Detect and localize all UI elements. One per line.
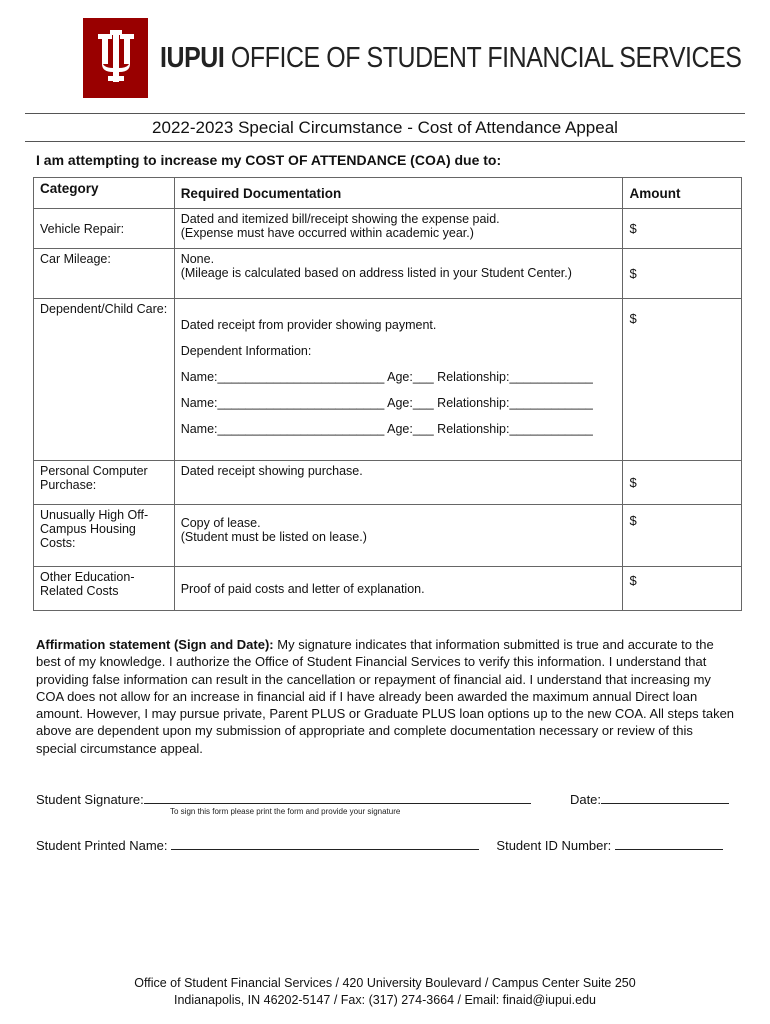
table-row bbox=[34, 461, 742, 505]
amount-field[interactable]: $ bbox=[623, 249, 742, 299]
date-label: Date: bbox=[569, 792, 602, 807]
doc-line: None. bbox=[180, 252, 215, 266]
printed-name-label: Student Printed Name: bbox=[36, 838, 168, 853]
page-header bbox=[83, 18, 770, 98]
doc-line: Copy of lease. bbox=[180, 516, 261, 530]
table-row bbox=[34, 249, 742, 299]
intro-statement: I am attempting to increase my COST OF ATTENDANCE (COA) due to: bbox=[36, 152, 502, 168]
affirmation-heading: Affirmation statement (Sign and Date): bbox=[36, 637, 274, 652]
affirmation-text: My signature indicates that information submitted is true and accurate to the best of my knowledge. I authorize the Office of Student Financial Services to verify this information. I understand that providing false information can result in the cancellation or repayment of financial aid. I understand that increasing my COA does not allow for an increase in financial aid if I have already been awarded the maximum annual Direct loan amount. However, I may pursue private, Parent PLUS or Graduate PLUS loan options up to the new COA. All steps taken above are dependent upon my submission of appropriate and complete documentation necessary or review of this special circumstance appeal. bbox=[36, 637, 735, 756]
doc-line: Proof of paid costs and letter of explanation. bbox=[180, 581, 425, 596]
doc-line: (Expense must have occurred within academic year.) bbox=[180, 226, 474, 240]
date-field[interactable] bbox=[601, 790, 729, 804]
header-documentation: Required Documentation bbox=[174, 178, 623, 209]
row-documentation bbox=[174, 209, 623, 249]
amount-field[interactable]: $ bbox=[623, 209, 742, 249]
title-bar bbox=[25, 113, 745, 142]
affirmation-statement bbox=[36, 636, 736, 757]
row-category: Other Education-Related Costs bbox=[34, 567, 175, 611]
row-documentation bbox=[174, 249, 623, 299]
coa-table bbox=[33, 177, 742, 611]
table-header-row bbox=[34, 178, 742, 209]
footer-contact: Indianapolis, IN 46202-5147 / Fax: (317) 274-3664 / Email: finaid@iupui.edu bbox=[174, 993, 596, 1007]
student-signature-label: Student Signature: bbox=[36, 792, 144, 807]
amount-field[interactable]: $ bbox=[623, 299, 742, 461]
brand-rest: OFFICE OF STUDENT FINANCIAL SERVICES bbox=[230, 41, 742, 74]
student-signature-field[interactable] bbox=[144, 790, 531, 804]
doc-line: Dated receipt from provider showing payment. bbox=[180, 318, 437, 332]
office-brand bbox=[160, 42, 742, 75]
header-category: Category bbox=[34, 178, 175, 209]
student-id-label: Student ID Number: bbox=[496, 838, 612, 853]
dependent-info-label: Dependent Information: bbox=[180, 344, 312, 358]
row-category: Personal Computer Purchase: bbox=[34, 461, 175, 505]
doc-line: Dated and itemized bill/receipt showing the expense paid. bbox=[180, 212, 500, 226]
table-row bbox=[34, 209, 742, 249]
doc-line: (Student must be listed on lease.) bbox=[180, 530, 367, 544]
table-row bbox=[34, 567, 742, 611]
doc-line: Dated receipt showing purchase. bbox=[180, 464, 363, 478]
dependent-entry-line[interactable]: Name:________________________ Age:___ Relationship:____________ bbox=[180, 396, 593, 410]
signature-note: To sign this form please print the form and provide your signature bbox=[170, 807, 401, 816]
page-footer bbox=[0, 975, 770, 1009]
brand-bold: IUPUI bbox=[160, 41, 225, 74]
row-category: Vehicle Repair: bbox=[34, 209, 175, 249]
row-category: Car Mileage: bbox=[34, 249, 175, 299]
row-documentation bbox=[174, 505, 623, 567]
form-title: 2022-2023 Special Circumstance - Cost of Attendance Appeal bbox=[152, 118, 618, 137]
row-documentation bbox=[174, 567, 623, 611]
dependent-entry-line[interactable]: Name:________________________ Age:___ Relationship:____________ bbox=[180, 422, 593, 436]
header-amount: Amount bbox=[623, 178, 742, 209]
student-id-field[interactable] bbox=[615, 836, 723, 850]
table-row bbox=[34, 505, 742, 567]
doc-line: (Mileage is calculated based on address listed in your Student Center.) bbox=[180, 266, 572, 280]
printed-name-row bbox=[36, 836, 723, 853]
row-category: Dependent/Child Care: bbox=[34, 299, 175, 461]
amount-field[interactable]: $ bbox=[623, 461, 742, 505]
printed-name-field[interactable] bbox=[171, 836, 479, 850]
iu-trident-icon bbox=[83, 18, 148, 98]
footer-address: Office of Student Financial Services / 420 University Boulevard / Campus Center Suite 250 bbox=[134, 976, 636, 990]
amount-field[interactable]: $ bbox=[623, 567, 742, 611]
amount-field[interactable]: $ bbox=[623, 505, 742, 567]
row-documentation bbox=[174, 299, 623, 461]
row-category: Unusually High Off-Campus Housing Costs: bbox=[34, 505, 175, 567]
table-row bbox=[34, 299, 742, 461]
signature-row bbox=[36, 790, 729, 807]
row-documentation bbox=[174, 461, 623, 505]
dependent-entry-line[interactable]: Name:________________________ Age:___ Relationship:____________ bbox=[180, 370, 593, 384]
